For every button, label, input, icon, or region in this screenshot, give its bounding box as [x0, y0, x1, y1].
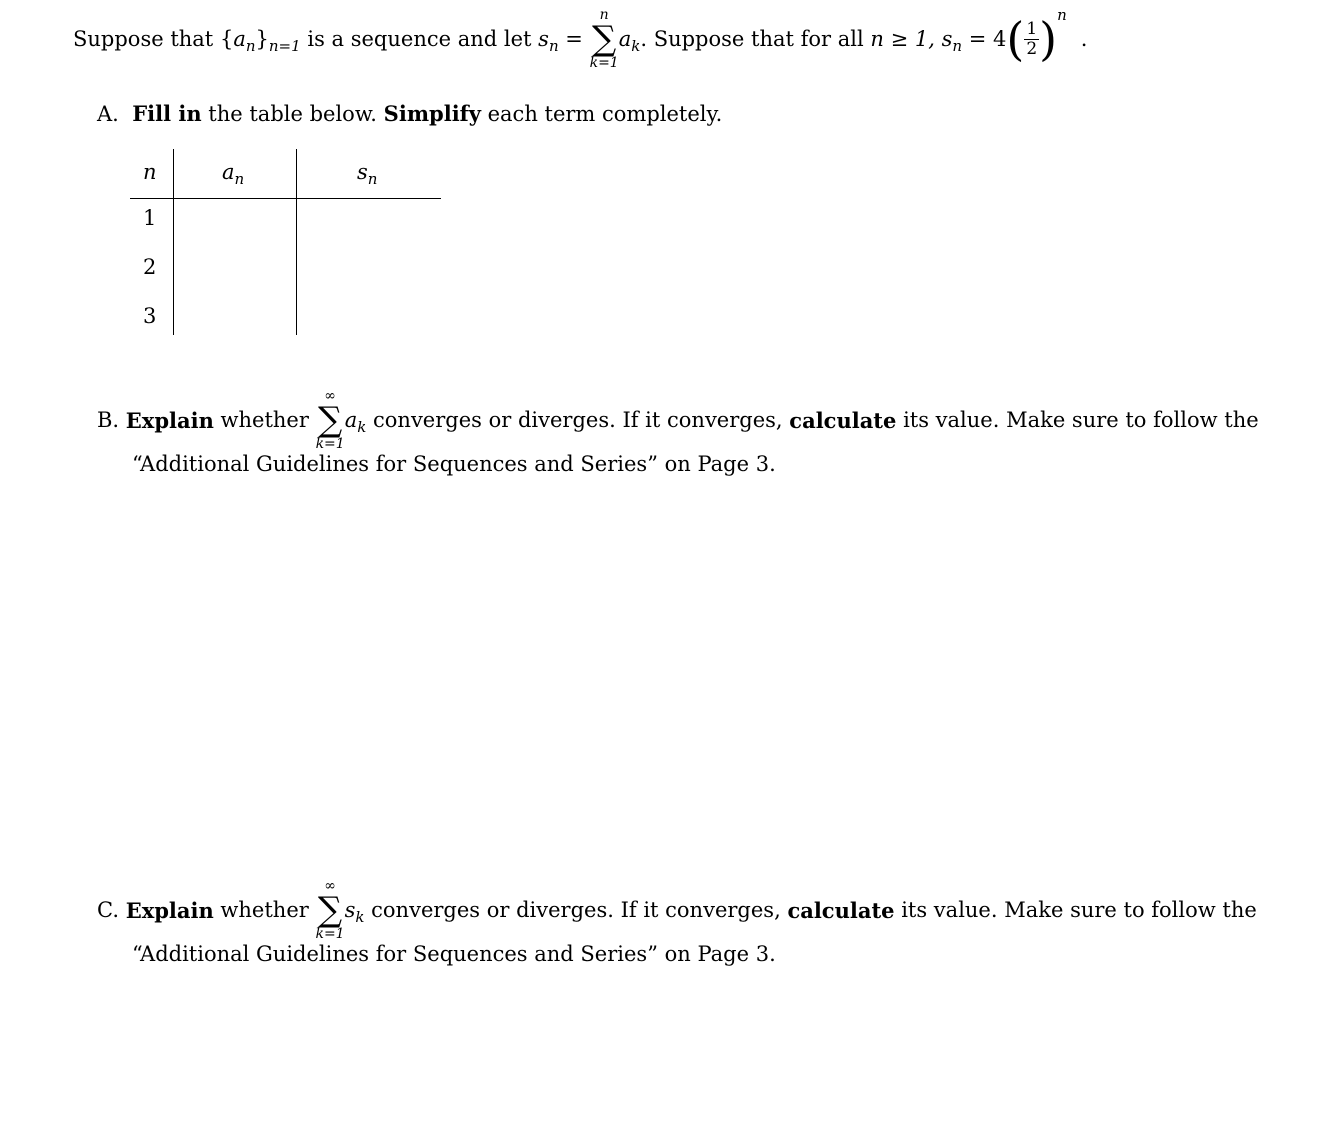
part-b-instructions — [97, 385, 1259, 455]
table-cell-an-3[interactable] — [176, 298, 294, 334]
part-c-bold-1: Explain — [125, 897, 214, 923]
sigma-icon: ∑ — [318, 400, 343, 440]
exponent: n — [1057, 6, 1067, 24]
intro-text-3: . Suppose that for all — [640, 27, 864, 51]
part-c-summand: $s_k$ — [344, 898, 365, 926]
part-a-instructions — [97, 101, 722, 126]
part-b-label: B. — [97, 408, 120, 432]
final-period: . — [1080, 27, 1088, 51]
part-c-text-2: converges or diverges. If it converges, — [371, 898, 781, 922]
part-c-bold-2: calculate — [787, 897, 895, 923]
table-row-n-3: 3 — [143, 304, 157, 328]
part-c-summation: ∞ ∑ k=1 — [315, 878, 345, 942]
part-b-text-1: whether — [220, 408, 309, 432]
part-b-summation: ∞ ∑ k=1 — [315, 388, 345, 452]
intro-statement — [73, 4, 1087, 74]
part-b-line-2: “Additional Guidelines for Sequences and Series” on Page 3. — [132, 452, 776, 476]
part-a-text-1: the table below. — [208, 102, 377, 126]
table-divider-1 — [173, 149, 174, 335]
equals-sign: = — [565, 27, 583, 51]
part-c-label: C. — [97, 898, 119, 922]
table-header-sn: $s_n$ — [357, 160, 378, 188]
right-paren: ) — [1039, 12, 1058, 66]
table-cell-sn-1[interactable] — [299, 202, 439, 248]
table-cell-sn-3[interactable] — [299, 298, 439, 334]
sequence-notation: $\{a_n\}_{n=1}$ — [219, 27, 301, 55]
table-row-n-1: 1 — [143, 206, 157, 230]
table-cell-sn-2[interactable] — [299, 250, 439, 296]
part-b-summand: $a_k$ — [344, 408, 367, 436]
intro-text-2: is a sequence and let — [307, 27, 532, 51]
table-header-an: $a_n$ — [222, 160, 245, 188]
partial-sum-symbol-2: $s_n$ — [941, 27, 963, 55]
part-b-bold-2: calculate — [789, 407, 897, 433]
table-divider-2 — [296, 149, 297, 335]
part-a-bold-2: Simplify — [383, 101, 481, 126]
intro-text-1: Suppose that — [73, 27, 214, 51]
part-c-instructions — [97, 875, 1257, 945]
part-b-text-2: converges or diverges. If it converges, — [373, 408, 783, 432]
table-row-n-2: 2 — [143, 255, 157, 279]
part-b-text-3: its value. Make sure to follow the — [903, 408, 1259, 432]
sigma-icon: ∑ — [317, 890, 343, 930]
table-cell-an-2[interactable] — [176, 250, 294, 296]
summation: n ∑ k=1 — [589, 7, 619, 71]
part-c-text-1: whether — [220, 898, 309, 922]
part-b-bold-1: Explain — [125, 407, 214, 433]
part-c-text-3: its value. Make sure to follow the — [901, 898, 1257, 922]
table-header-rule — [130, 198, 441, 199]
part-a-bold-1: Fill in — [132, 101, 202, 126]
part-c-line-2: “Additional Guidelines for Sequences and Series” on Page 3. — [132, 942, 776, 966]
partial-sum-symbol: $s_n$ — [538, 27, 559, 55]
sigma-icon: ∑ — [592, 19, 617, 59]
summand: $a_k$ — [618, 27, 641, 55]
table-cell-an-1[interactable] — [176, 202, 294, 248]
condition: n ≥ 1, — [870, 27, 935, 51]
left-paren: ( — [1006, 12, 1025, 66]
part-a-label: A. — [97, 102, 119, 126]
table-header-n: n — [143, 160, 157, 184]
part-a-text-2: each term completely. — [487, 102, 723, 126]
coefficient: = 4 — [968, 27, 1007, 51]
fraction-one-half: $\frac{1}{2}$ — [1026, 18, 1038, 59]
